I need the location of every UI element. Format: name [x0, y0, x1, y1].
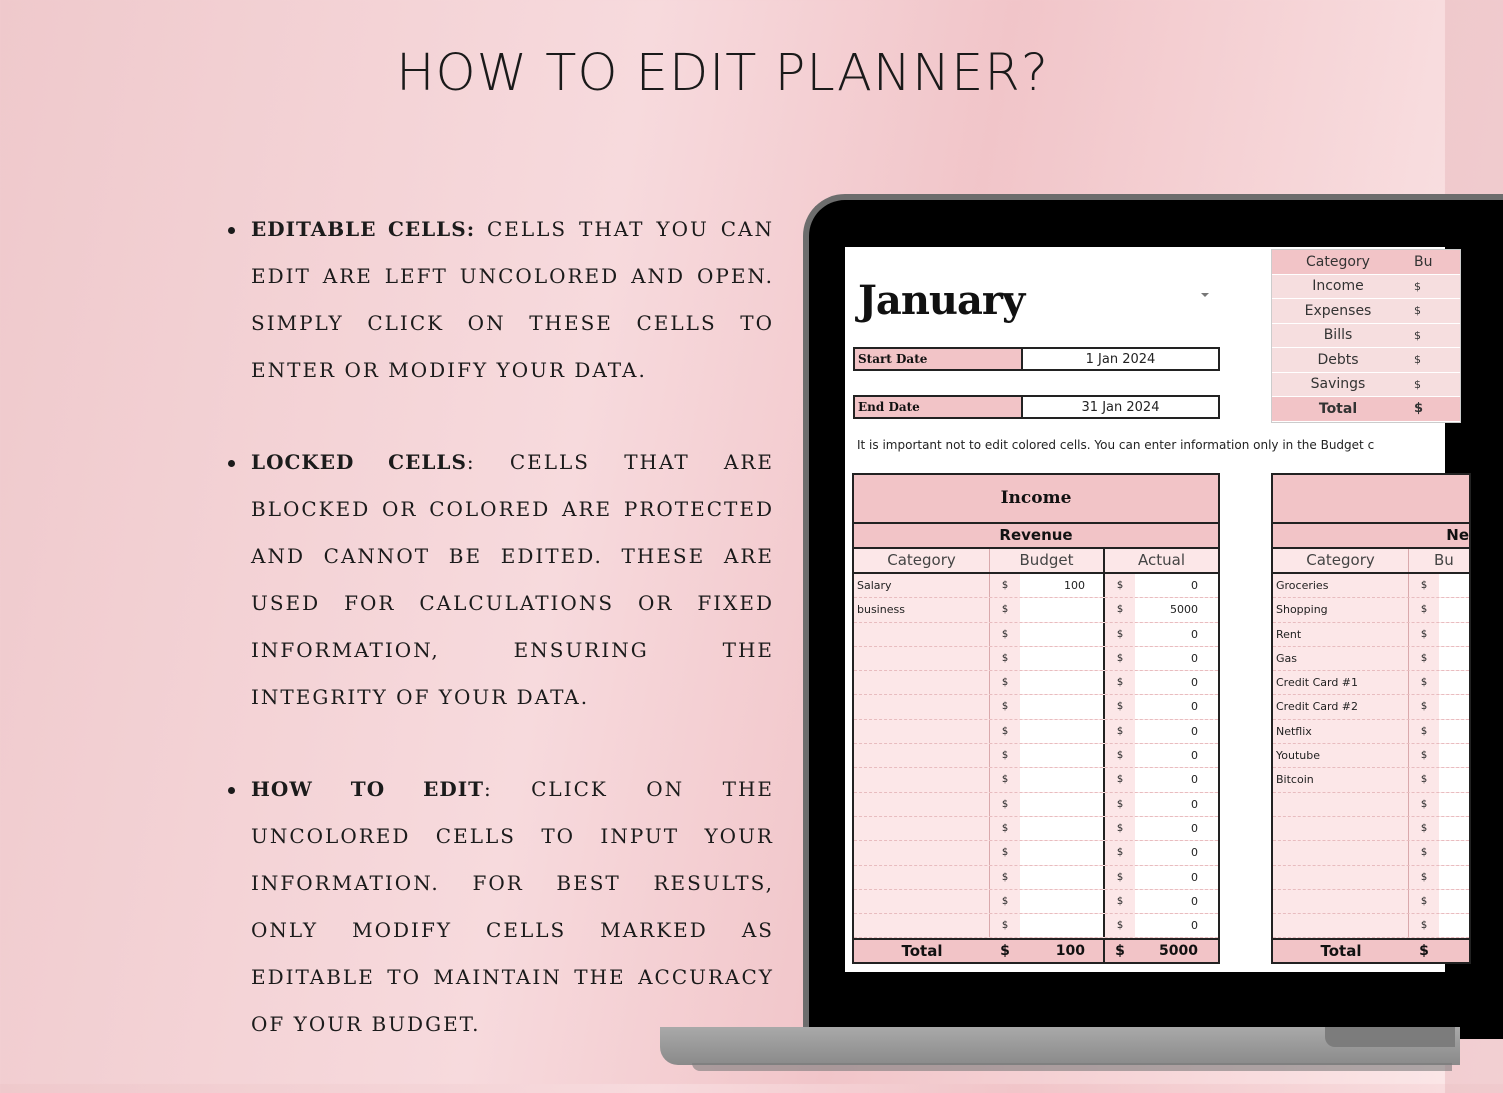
needs-column-headers	[1273, 549, 1469, 574]
instruction-text: : CELLS THAT ARE BLOCKED OR COLORED ARE PROTECTED AND CANNOT BE EDITED. THESE ARE USED FOR CALCULATIONS OR FIXED INFORMATION, ENSURING THE INTEGRITY OF YOUR DATA.	[251, 450, 774, 709]
currency-symbol: $	[1116, 822, 1124, 834]
table-row	[1273, 574, 1469, 598]
instruction-text: : CLICK ON THE UNCOLORED CELLS TO INPUT YOUR INFORMATION. FOR BEST RESULTS, ONLY MODIFY CELLS MARKED AS EDITABLE TO MAINTAIN THE ACCURACY OF YOUR BUDGET.	[251, 777, 774, 1036]
income-actual-cell[interactable]: 0	[1135, 890, 1218, 913]
instruction-editable-cells	[226, 206, 774, 394]
currency-symbol: $	[1420, 774, 1428, 786]
income-category-cell[interactable]	[854, 890, 990, 913]
needs-category-cell[interactable]	[1273, 793, 1409, 816]
instruction-title: HOW TO EDIT	[251, 777, 484, 801]
needs-category-cell[interactable]: Bitcoin	[1273, 768, 1409, 791]
table-row	[1273, 623, 1469, 647]
currency-symbol: $	[1116, 701, 1124, 713]
currency-symbol: $	[1001, 701, 1009, 713]
currency-symbol: $	[1001, 895, 1009, 907]
income-category-cell[interactable]	[854, 744, 990, 767]
currency-symbol: $	[1001, 871, 1009, 883]
income-actual-cell[interactable]: 0	[1135, 623, 1218, 646]
table-row	[1273, 841, 1469, 865]
needs-budget-cell[interactable]	[1439, 598, 1469, 621]
income-actual-cell[interactable]: 0	[1135, 793, 1218, 816]
needs-budget-cell[interactable]	[1439, 890, 1469, 913]
instruction-how-to-edit	[226, 766, 774, 1048]
currency-symbol: $	[1001, 847, 1009, 859]
currency-symbol: $	[1420, 628, 1428, 640]
income-category-cell[interactable]: business	[854, 598, 990, 621]
needs-subtitle: Ne	[1273, 524, 1469, 549]
summary-row	[1272, 324, 1460, 349]
table-row	[854, 841, 1218, 865]
currency-symbol: $	[1116, 920, 1124, 932]
currency-symbol: $	[1116, 774, 1124, 786]
table-row	[1273, 817, 1469, 841]
currency-symbol: $	[1414, 377, 1421, 391]
currency-symbol: $	[1116, 604, 1124, 616]
income-budget-cell[interactable]	[1020, 744, 1105, 767]
summary-category: Bills	[1323, 327, 1353, 344]
summary-row	[1272, 373, 1460, 398]
currency-symbol: $	[1420, 871, 1428, 883]
income-actual-cell[interactable]: 0	[1135, 695, 1218, 718]
needs-total-label: Total	[1320, 942, 1362, 961]
income-budget-cell[interactable]	[1020, 890, 1105, 913]
currency-symbol: $	[1116, 677, 1124, 689]
income-budget-cell[interactable]	[1020, 768, 1105, 791]
currency-symbol: $	[1420, 895, 1428, 907]
needs-category-cell[interactable]: Credit Card #2	[1273, 695, 1409, 718]
table-row	[854, 574, 1218, 598]
end-date-cell[interactable]: 31 Jan 2024	[1023, 397, 1218, 417]
table-row	[1273, 914, 1469, 938]
table-row	[1273, 890, 1469, 914]
table-row	[1273, 768, 1469, 792]
table-row	[1273, 671, 1469, 695]
currency-symbol: $	[1420, 847, 1428, 859]
currency-symbol: $	[1001, 725, 1009, 737]
summary-category: Debts	[1317, 351, 1359, 368]
currency-symbol: $	[1001, 750, 1009, 762]
needs-budget-cell[interactable]	[1439, 914, 1469, 937]
table-row	[854, 647, 1218, 671]
currency-symbol: $	[1001, 774, 1009, 786]
currency-symbol: $	[1115, 943, 1125, 960]
currency-symbol: $	[1001, 920, 1009, 932]
currency-symbol: $	[1001, 628, 1009, 640]
currency-symbol: $	[1420, 822, 1428, 834]
table-row	[854, 817, 1218, 841]
income-category-cell[interactable]	[854, 817, 990, 840]
instruction-text: CELLS THAT YOU CAN EDIT ARE LEFT UNCOLORED AND OPEN. SIMPLY CLICK ON THESE CELLS TO ENTER OR MODIFY YOUR DATA.	[251, 217, 774, 382]
currency-symbol: $	[1420, 677, 1428, 689]
needs-budget-cell[interactable]	[1439, 744, 1469, 767]
currency-symbol: $	[1116, 725, 1124, 737]
needs-budget-cell[interactable]	[1439, 841, 1469, 864]
income-budget-cell[interactable]	[1020, 841, 1105, 864]
summary-total-row	[1272, 397, 1460, 422]
summary-category: Savings	[1310, 376, 1366, 393]
start-date-label: Start Date	[855, 349, 1023, 369]
income-category-cell[interactable]: Salary	[854, 574, 990, 597]
summary-header	[1272, 250, 1460, 275]
currency-symbol: $	[1420, 701, 1428, 713]
needs-category-cell[interactable]	[1273, 890, 1409, 913]
income-column-headers	[854, 549, 1218, 574]
currency-symbol: $	[1001, 652, 1009, 664]
table-row	[854, 890, 1218, 914]
income-budget-cell[interactable]	[1020, 647, 1105, 670]
laptop-shadow	[692, 1063, 1452, 1071]
income-actual-cell[interactable]: 0	[1135, 768, 1218, 791]
income-actual-cell[interactable]: 0	[1135, 866, 1218, 889]
income-category-cell[interactable]	[854, 695, 990, 718]
needs-table	[1271, 473, 1471, 964]
table-row	[854, 671, 1218, 695]
income-category-cell[interactable]	[854, 623, 990, 646]
currency-symbol: $	[1420, 652, 1428, 664]
currency-symbol: $	[1420, 798, 1428, 810]
needs-total-row	[1273, 938, 1469, 962]
income-category-cell[interactable]	[854, 866, 990, 889]
needs-category-cell[interactable]	[1273, 817, 1409, 840]
end-date-label: End Date	[855, 397, 1023, 417]
summary-category: Expenses	[1304, 302, 1372, 319]
needs-budget-cell[interactable]	[1439, 623, 1469, 646]
needs-category-cell[interactable]	[1273, 914, 1409, 937]
income-actual-cell[interactable]: 0	[1135, 671, 1218, 694]
summary-row	[1272, 299, 1460, 324]
income-actual-cell[interactable]: 0	[1135, 744, 1218, 767]
needs-category-cell[interactable]	[1273, 866, 1409, 889]
income-actual-cell[interactable]: 5000	[1135, 598, 1218, 621]
table-row	[854, 914, 1218, 938]
currency-symbol: $	[1001, 822, 1009, 834]
table-row	[854, 623, 1218, 647]
needs-budget-cell[interactable]	[1439, 793, 1469, 816]
currency-symbol: $	[1420, 725, 1428, 737]
month-dropdown-arrow-icon[interactable]	[1201, 293, 1209, 297]
instruction-title: LOCKED CELLS	[251, 450, 467, 474]
table-row	[854, 695, 1218, 719]
needs-budget-cell[interactable]	[1439, 768, 1469, 791]
currency-symbol: $	[1420, 604, 1428, 616]
currency-symbol: $	[1116, 750, 1124, 762]
needs-category-cell[interactable]: Netflix	[1273, 720, 1409, 743]
summary-row	[1272, 348, 1460, 373]
start-date-cell[interactable]: 1 Jan 2024	[1023, 349, 1218, 369]
table-row	[854, 768, 1218, 792]
column-header-actual: Actual	[1138, 551, 1185, 569]
income-category-cell[interactable]	[854, 914, 990, 937]
income-actual-cell[interactable]: 0	[1135, 720, 1218, 743]
table-row	[854, 793, 1218, 817]
currency-symbol: $	[1414, 304, 1421, 318]
currency-symbol: $	[1116, 652, 1124, 664]
needs-category-cell[interactable]	[1273, 841, 1409, 864]
currency-symbol: $	[1420, 920, 1428, 932]
table-row	[1273, 695, 1469, 719]
income-category-cell[interactable]	[854, 720, 990, 743]
column-header-budget: Bu	[1434, 551, 1454, 569]
table-row	[854, 720, 1218, 744]
income-budget-cell[interactable]	[1020, 695, 1105, 718]
month-title: January	[858, 277, 1025, 324]
income-category-cell[interactable]	[854, 768, 990, 791]
column-header-budget: Budget	[990, 549, 1105, 572]
table-row	[1273, 793, 1469, 817]
income-actual-cell[interactable]: 0	[1135, 574, 1218, 597]
income-total-label: Total	[901, 942, 943, 961]
summary-header-category: Category	[1306, 253, 1370, 270]
needs-budget-cell[interactable]	[1439, 866, 1469, 889]
income-budget-cell[interactable]	[1020, 866, 1105, 889]
income-total-actual: 5000	[1159, 943, 1198, 960]
needs-category-cell[interactable]: Shopping	[1273, 598, 1409, 621]
instructions-list	[226, 206, 774, 1093]
currency-symbol: $	[1414, 353, 1421, 367]
currency-symbol: $	[1116, 580, 1124, 591]
needs-category-cell[interactable]: Rent	[1273, 623, 1409, 646]
needs-budget-cell[interactable]	[1439, 817, 1469, 840]
needs-category-cell[interactable]: Credit Card #1	[1273, 671, 1409, 694]
page-headline: HOW TO EDIT PLANNER?	[396, 44, 1049, 103]
table-row	[1273, 866, 1469, 890]
start-date-row	[853, 347, 1220, 371]
instruction-locked-cells	[226, 439, 774, 721]
end-date-row	[853, 395, 1220, 419]
currency-symbol: $	[1420, 750, 1428, 762]
currency-symbol: $	[1116, 628, 1124, 640]
currency-symbol: $	[1116, 871, 1124, 883]
column-header-category: Category	[1273, 549, 1409, 572]
income-total-budget: 100	[1020, 940, 1105, 962]
needs-budget-cell[interactable]	[1439, 720, 1469, 743]
table-row	[854, 744, 1218, 768]
summary-table	[1271, 249, 1461, 423]
column-header-category: Category	[854, 549, 990, 572]
needs-budget-cell[interactable]	[1439, 574, 1469, 597]
income-actual-cell[interactable]: 0	[1135, 914, 1218, 937]
income-budget-cell[interactable]: 100	[1020, 574, 1105, 597]
spreadsheet-screen	[845, 247, 1469, 972]
table-row	[1273, 647, 1469, 671]
edit-warning-note: It is important not to edit colored cells. You can enter information only in the Budget c	[857, 438, 1375, 452]
currency-symbol: $	[1414, 279, 1421, 293]
currency-symbol: $	[1001, 798, 1009, 810]
table-row	[1273, 720, 1469, 744]
summary-row	[1272, 275, 1460, 300]
income-budget-cell[interactable]	[1020, 817, 1105, 840]
currency-symbol: $	[1000, 943, 1010, 960]
summary-category: Income	[1312, 278, 1364, 295]
income-category-cell[interactable]	[854, 647, 990, 670]
income-total-row	[854, 938, 1218, 962]
income-category-cell[interactable]	[854, 671, 990, 694]
needs-budget-cell[interactable]	[1439, 695, 1469, 718]
needs-budget-cell[interactable]	[1439, 671, 1469, 694]
income-subtitle: Revenue	[854, 524, 1218, 549]
needs-category-cell[interactable]: Youtube	[1273, 744, 1409, 767]
income-actual-cell[interactable]: 0	[1135, 841, 1218, 864]
income-table	[852, 473, 1220, 964]
income-title: Income	[854, 475, 1218, 524]
income-budget-cell[interactable]	[1020, 623, 1105, 646]
income-budget-cell[interactable]	[1020, 598, 1105, 621]
income-budget-cell[interactable]	[1020, 671, 1105, 694]
currency-symbol: $	[1001, 580, 1009, 591]
summary-total-label: Total	[1318, 400, 1358, 417]
income-budget-cell[interactable]	[1020, 793, 1105, 816]
summary-header-budget: Bu	[1414, 253, 1433, 270]
table-row	[1273, 744, 1469, 768]
income-budget-cell[interactable]	[1020, 720, 1105, 743]
table-row	[854, 598, 1218, 622]
summary-total-currency: $	[1414, 401, 1424, 417]
needs-category-cell[interactable]: Groceries	[1273, 574, 1409, 597]
currency-symbol: $	[1001, 677, 1009, 689]
needs-title-block	[1273, 475, 1469, 524]
instruction-title: EDITABLE CELLS:	[251, 217, 476, 241]
currency-symbol: $	[1116, 847, 1124, 859]
currency-symbol: $	[1419, 943, 1429, 960]
income-budget-cell[interactable]	[1020, 914, 1105, 937]
currency-symbol: $	[1001, 604, 1009, 616]
currency-symbol: $	[1414, 328, 1421, 342]
currency-symbol: $	[1420, 580, 1428, 591]
income-category-cell[interactable]	[854, 793, 990, 816]
currency-symbol: $	[1116, 798, 1124, 810]
table-row	[854, 866, 1218, 890]
needs-category-cell[interactable]: Gas	[1273, 647, 1409, 670]
laptop-base-edge	[1325, 1027, 1455, 1047]
needs-budget-cell[interactable]	[1439, 647, 1469, 670]
income-actual-cell[interactable]: 0	[1135, 647, 1218, 670]
currency-symbol: $	[1116, 895, 1124, 907]
income-actual-cell[interactable]: 0	[1135, 817, 1218, 840]
income-category-cell[interactable]	[854, 841, 990, 864]
table-row	[1273, 598, 1469, 622]
